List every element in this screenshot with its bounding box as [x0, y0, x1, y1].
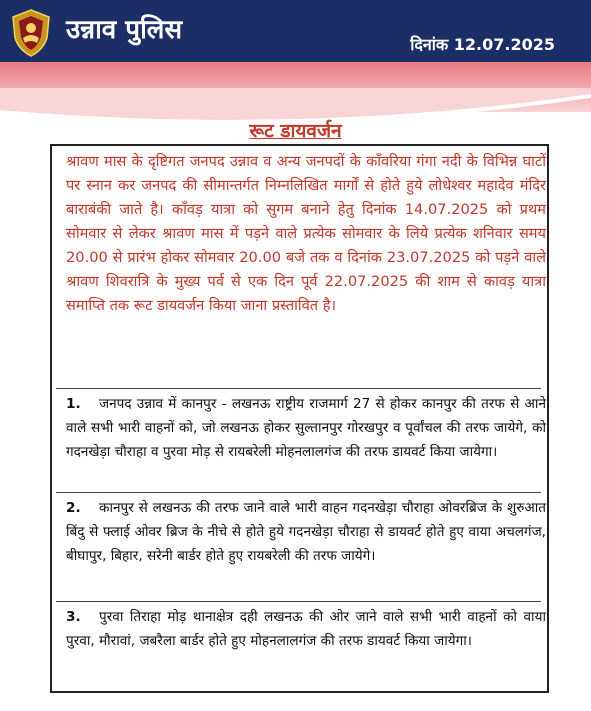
divider: [56, 388, 541, 389]
list-item: [66, 496, 546, 568]
item-number: 1.: [66, 396, 81, 412]
header-banner: [0, 0, 591, 62]
up-police-emblem-icon: [9, 8, 53, 58]
header-date: दिनांक 12.07.2025: [410, 35, 555, 54]
page-title: रूट डायवर्जन: [249, 120, 342, 142]
item-number: 3.: [66, 609, 81, 625]
intro-paragraph: श्रावण मास के दृष्टिगत जनपद उन्नाव व अन्य जनपदों के काँवरिया गंगा नदी के विभिन्न घाटों पर स्नान कर जनपद की सीमान्तर्गत निम्नलिखित मार्गों से होते हुये लोधेश्वर महादेव मंदिर बाराबंकी जाते है। काँवड़ यात्रा को सुगम बनाने हेतु दिनांक 14.07.2025 को प्रथम सोमवार से लेकर श्रावण मास में पड़ने वाले प्रत्येक सोमवार के लिये प्रत्येक शनिवार समय 20.00 से प्रारंभ होकर सोमवार 20.00 बजे तक व दिनांक 23.07.2025 को पड़ने वाले श्रावण शिवरात्रि के मुख्य पर्व से एक दिन पूर्व 22.07.2025 की शाम से कावड़ यात्रा समाप्ति तक रूट डायवर्जन किया जाना प्रस्तावित है।: [66, 153, 546, 314]
brand-title: उन्नाव पुलिस: [66, 15, 183, 45]
item-text: जनपद उन्नाव में कानपुर - लखनऊ राष्ट्रीय राजमार्ग 27 से होकर कानपुर की तरफ से आने वाले सभी भारी वाहनों को, जो लखनऊ होकर सुल्तानपुर गोरखपुर व पूर्वांचल की तरफ जायेगे, को गदनखेड़ा चौराहा व पुरवा मोड़ से रायबरेली मोहनलालगंज की तरफ डायवर्ट किया जायेगा।: [66, 396, 546, 460]
divider: [56, 492, 541, 493]
list-item: [66, 392, 546, 464]
list-item: [66, 605, 546, 653]
divider: [56, 601, 541, 602]
item-number: 2.: [66, 500, 81, 516]
item-text: पुरवा तिराहा मोड़ थानाक्षेत्र दही लखनऊ की ओर जाने वाले सभी भारी वाहनों को वाया पुरवा, मौरावां, जबरैला बार्डर होते हुए मोहनलालगंज की तरफ डायवर्ट किया जायेगा।: [66, 609, 546, 649]
item-text: कानपुर से लखनऊ की तरफ जाने वाले भारी वाहन गदनखेड़ा चौराहा ओवरब्रिज के शुरुआत बिंदु से फ्लाई ओवर ब्रिज के नीचे से होते हुये गदनखेड़ा चौराहा से डायवर्ट होते हुए वाया अचलगंज, बीघापुर, बिहार, सरेनी बार्डर होते हुए रायबरेली की तरफ जायेगे।: [66, 500, 546, 564]
